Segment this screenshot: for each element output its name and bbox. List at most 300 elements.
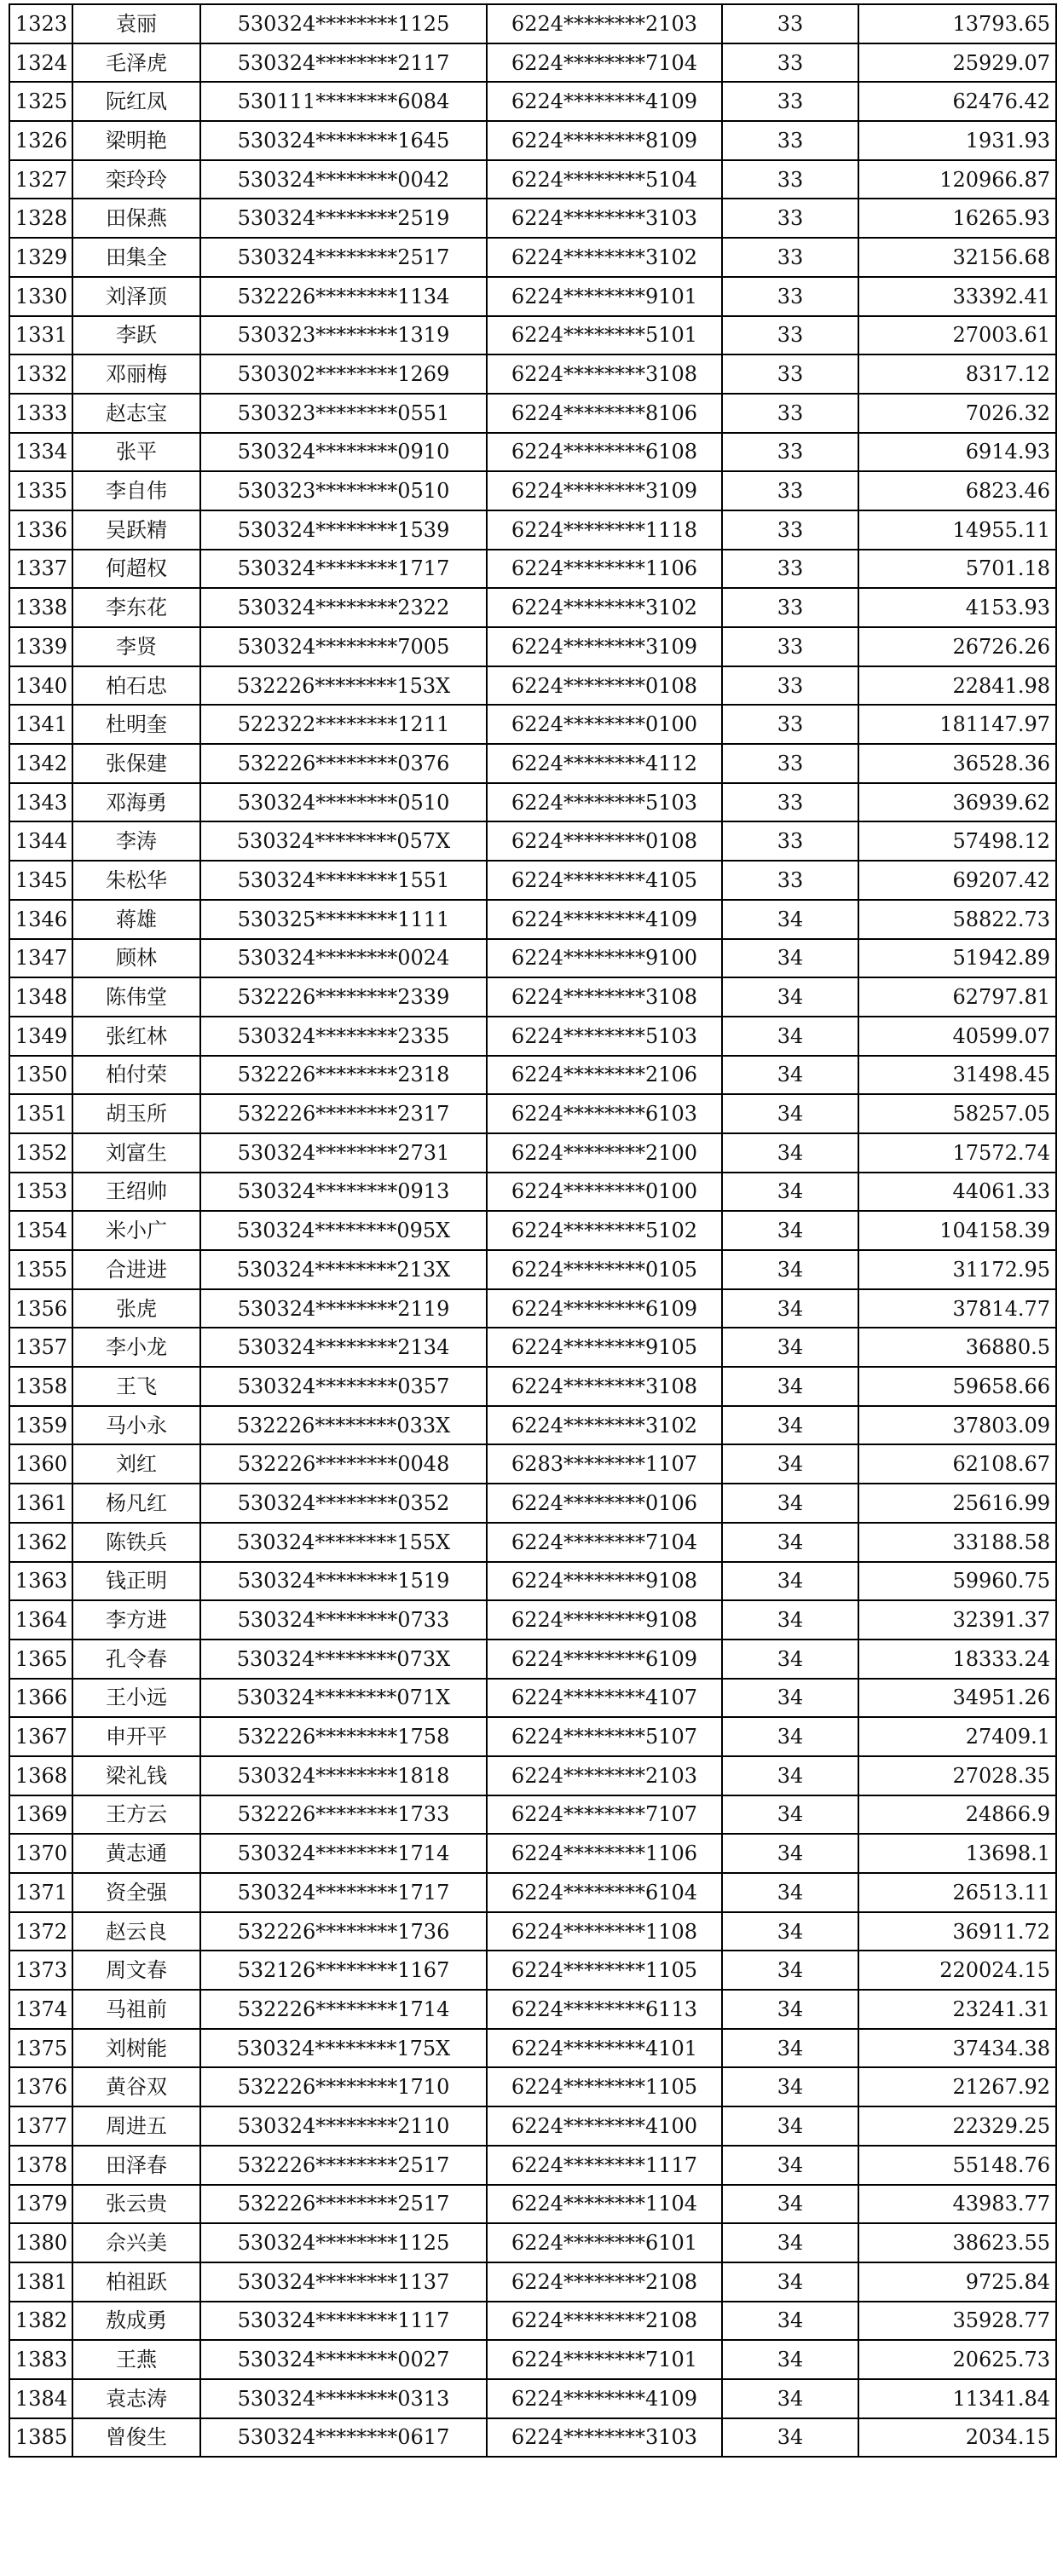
name-cell: 栾玲玲 (72, 160, 200, 199)
table-row (9, 900, 1056, 939)
table-row (9, 2106, 1056, 2146)
table-row (9, 238, 1056, 277)
batch-number-cell: 33 (722, 4, 858, 43)
table-row (9, 1756, 1056, 1795)
id-number-cell: 530324********2322 (200, 588, 487, 627)
sequence-number-cell: 1324 (9, 43, 72, 83)
name-cell: 田集全 (72, 238, 200, 277)
card-number-cell: 6224********3102 (487, 588, 722, 627)
card-number-cell: 6224********1117 (487, 2146, 722, 2185)
id-number-cell: 530324********1125 (200, 2223, 487, 2262)
id-number-cell: 530324********7005 (200, 627, 487, 666)
amount-cell: 24866.9 (858, 1795, 1056, 1835)
id-number-cell: 532226********0048 (200, 1444, 487, 1484)
name-cell: 王小远 (72, 1679, 200, 1718)
name-cell: 马祖前 (72, 1990, 200, 2029)
id-number-cell: 530324********0352 (200, 1484, 487, 1523)
table-row (9, 821, 1056, 861)
batch-number-cell: 34 (722, 1444, 858, 1484)
name-cell: 敖成勇 (72, 2302, 200, 2341)
id-number-cell: 532226********2339 (200, 977, 487, 1017)
name-cell: 何超权 (72, 550, 200, 589)
id-number-cell: 530324********1717 (200, 550, 487, 589)
id-number-cell: 532226********153X (200, 666, 487, 706)
sequence-number-cell: 1375 (9, 2029, 72, 2068)
amount-cell: 38623.55 (858, 2223, 1056, 2262)
name-cell: 袁丽 (72, 4, 200, 43)
amount-cell: 51942.89 (858, 939, 1056, 978)
id-number-cell: 532226********2517 (200, 2185, 487, 2224)
amount-cell: 44061.33 (858, 1173, 1056, 1212)
name-cell: 黄谷双 (72, 2067, 200, 2106)
table-row (9, 2146, 1056, 2185)
batch-number-cell: 34 (722, 1173, 858, 1212)
id-number-cell: 532226********0376 (200, 744, 487, 783)
table-row (9, 2262, 1056, 2302)
amount-cell: 40599.07 (858, 1017, 1056, 1056)
batch-number-cell: 33 (722, 510, 858, 550)
card-number-cell: 6224********5103 (487, 783, 722, 822)
batch-number-cell: 33 (722, 433, 858, 472)
sequence-number-cell: 1359 (9, 1406, 72, 1445)
name-cell: 王绍帅 (72, 1173, 200, 1212)
sequence-number-cell: 1345 (9, 861, 72, 900)
id-number-cell: 530324********1551 (200, 861, 487, 900)
amount-cell: 31172.95 (858, 1250, 1056, 1289)
id-number-cell: 530324********213X (200, 1250, 487, 1289)
amount-cell: 32391.37 (858, 1600, 1056, 1640)
amount-cell: 16265.93 (858, 199, 1056, 238)
batch-number-cell: 34 (722, 900, 858, 939)
batch-number-cell: 34 (722, 1990, 858, 2029)
amount-cell: 27409.1 (858, 1717, 1056, 1756)
id-number-cell: 530324********057X (200, 821, 487, 861)
amount-cell: 13793.65 (858, 4, 1056, 43)
id-number-cell: 530324********0024 (200, 939, 487, 978)
sequence-number-cell: 1356 (9, 1289, 72, 1328)
table-row (9, 550, 1056, 589)
name-cell: 田保燕 (72, 199, 200, 238)
name-cell: 李自伟 (72, 471, 200, 510)
sequence-number-cell: 1378 (9, 2146, 72, 2185)
card-number-cell: 6224********2103 (487, 4, 722, 43)
id-number-cell: 530324********0042 (200, 160, 487, 199)
sequence-number-cell: 1365 (9, 1640, 72, 1679)
batch-number-cell: 34 (722, 2029, 858, 2068)
batch-number-cell: 34 (722, 2146, 858, 2185)
batch-number-cell: 34 (722, 1367, 858, 1406)
name-cell: 刘树能 (72, 2029, 200, 2068)
name-cell: 张虎 (72, 1289, 200, 1328)
table-row (9, 1056, 1056, 1095)
name-cell: 李跃 (72, 316, 200, 355)
id-number-cell: 532226********1134 (200, 277, 487, 316)
id-number-cell: 530324********1519 (200, 1562, 487, 1601)
id-number-cell: 530324********0357 (200, 1367, 487, 1406)
name-cell: 王飞 (72, 1367, 200, 1406)
table-row (9, 1367, 1056, 1406)
table-row (9, 160, 1056, 199)
sequence-number-cell: 1353 (9, 1173, 72, 1212)
id-number-cell: 530324********1125 (200, 4, 487, 43)
amount-cell: 55148.76 (858, 2146, 1056, 2185)
batch-number-cell: 34 (722, 2340, 858, 2379)
card-number-cell: 6224********9101 (487, 277, 722, 316)
amount-cell: 25929.07 (858, 43, 1056, 83)
card-number-cell: 6224********6103 (487, 1094, 722, 1133)
name-cell: 黄志通 (72, 1834, 200, 1873)
amount-cell: 33392.41 (858, 277, 1056, 316)
id-number-cell: 530324********1137 (200, 2262, 487, 2302)
name-cell: 杜明奎 (72, 705, 200, 744)
table-row (9, 4, 1056, 43)
table-row (9, 510, 1056, 550)
batch-number-cell: 34 (722, 1211, 858, 1250)
batch-number-cell: 34 (722, 2067, 858, 2106)
table-row (9, 2418, 1056, 2458)
amount-cell: 7026.32 (858, 394, 1056, 433)
card-number-cell: 6224********0106 (487, 1484, 722, 1523)
amount-cell: 62108.67 (858, 1444, 1056, 1484)
id-number-cell: 530324********1539 (200, 510, 487, 550)
table-row (9, 1834, 1056, 1873)
batch-number-cell: 33 (722, 783, 858, 822)
card-number-cell: 6224********6109 (487, 1289, 722, 1328)
batch-number-cell: 33 (722, 316, 858, 355)
id-number-cell: 532126********1167 (200, 1951, 487, 1990)
card-number-cell: 6224********5103 (487, 1017, 722, 1056)
sequence-number-cell: 1363 (9, 1562, 72, 1601)
id-number-cell: 530324********1818 (200, 1756, 487, 1795)
card-number-cell: 6224********1118 (487, 510, 722, 550)
name-cell: 张平 (72, 433, 200, 472)
card-number-cell: 6224********4109 (487, 900, 722, 939)
sequence-number-cell: 1336 (9, 510, 72, 550)
amount-cell: 2034.15 (858, 2418, 1056, 2458)
id-number-cell: 530324********0617 (200, 2418, 487, 2458)
id-number-cell: 530323********1319 (200, 316, 487, 355)
name-cell: 柏石忠 (72, 666, 200, 706)
batch-number-cell: 33 (722, 821, 858, 861)
sequence-number-cell: 1347 (9, 939, 72, 978)
card-number-cell: 6224********6101 (487, 2223, 722, 2262)
table-row (9, 1600, 1056, 1640)
name-cell: 合进进 (72, 1250, 200, 1289)
sequence-number-cell: 1348 (9, 977, 72, 1017)
sequence-number-cell: 1323 (9, 4, 72, 43)
sequence-number-cell: 1385 (9, 2418, 72, 2458)
sequence-number-cell: 1335 (9, 471, 72, 510)
card-number-cell: 6224********6104 (487, 1873, 722, 1912)
amount-cell: 59658.66 (858, 1367, 1056, 1406)
sequence-number-cell: 1381 (9, 2262, 72, 2302)
amount-cell: 37814.77 (858, 1289, 1056, 1328)
sequence-number-cell: 1351 (9, 1094, 72, 1133)
name-cell: 梁礼钱 (72, 1756, 200, 1795)
card-number-cell: 6224********1105 (487, 1951, 722, 1990)
name-cell: 袁志涛 (72, 2379, 200, 2418)
batch-number-cell: 34 (722, 1600, 858, 1640)
table-row (9, 1523, 1056, 1562)
id-number-cell: 530324********155X (200, 1523, 487, 1562)
sequence-number-cell: 1366 (9, 1679, 72, 1718)
card-number-cell: 6224********3102 (487, 238, 722, 277)
amount-cell: 22329.25 (858, 2106, 1056, 2146)
amount-cell: 18333.24 (858, 1640, 1056, 1679)
table-row (9, 1173, 1056, 1212)
table-row (9, 394, 1056, 433)
amount-cell: 35928.77 (858, 2302, 1056, 2341)
sequence-number-cell: 1370 (9, 1834, 72, 1873)
id-number-cell: 530325********1111 (200, 900, 487, 939)
id-number-cell: 530323********0551 (200, 394, 487, 433)
table-row (9, 121, 1056, 160)
batch-number-cell: 34 (722, 1523, 858, 1562)
table-row (9, 82, 1056, 121)
batch-number-cell: 33 (722, 666, 858, 706)
card-number-cell: 6224********0105 (487, 1250, 722, 1289)
batch-number-cell: 34 (722, 1951, 858, 1990)
card-number-cell: 6224********2108 (487, 2262, 722, 2302)
card-number-cell: 6224********4105 (487, 861, 722, 900)
id-number-cell: 530324********0313 (200, 2379, 487, 2418)
batch-number-cell: 33 (722, 861, 858, 900)
amount-cell: 27003.61 (858, 316, 1056, 355)
sequence-number-cell: 1374 (9, 1990, 72, 2029)
name-cell: 李涛 (72, 821, 200, 861)
batch-number-cell: 33 (722, 160, 858, 199)
sequence-number-cell: 1360 (9, 1444, 72, 1484)
id-number-cell: 530324********0733 (200, 1600, 487, 1640)
card-number-cell: 6224********7107 (487, 1795, 722, 1835)
card-number-cell: 6224********0108 (487, 821, 722, 861)
amount-cell: 58257.05 (858, 1094, 1056, 1133)
table-row (9, 1211, 1056, 1250)
table-row (9, 1328, 1056, 1367)
id-number-cell: 530324********073X (200, 1640, 487, 1679)
card-number-cell: 6224********6108 (487, 433, 722, 472)
name-cell: 田泽春 (72, 2146, 200, 2185)
batch-number-cell: 34 (722, 1795, 858, 1835)
card-number-cell: 6224********3108 (487, 977, 722, 1017)
table-row (9, 1484, 1056, 1523)
id-number-cell: 530324********0027 (200, 2340, 487, 2379)
name-cell: 李贤 (72, 627, 200, 666)
card-number-cell: 6224********5101 (487, 316, 722, 355)
sequence-number-cell: 1380 (9, 2223, 72, 2262)
card-number-cell: 6224********1104 (487, 2185, 722, 2224)
id-number-cell: 530324********2517 (200, 238, 487, 277)
id-number-cell: 530324********2519 (200, 199, 487, 238)
name-cell: 刘富生 (72, 1133, 200, 1173)
amount-cell: 36528.36 (858, 744, 1056, 783)
id-number-cell: 530324********1645 (200, 121, 487, 160)
batch-number-cell: 33 (722, 199, 858, 238)
table-row (9, 977, 1056, 1017)
amount-cell: 36911.72 (858, 1912, 1056, 1951)
batch-number-cell: 33 (722, 277, 858, 316)
batch-number-cell: 34 (722, 2418, 858, 2458)
table-row (9, 1912, 1056, 1951)
batch-number-cell: 34 (722, 1756, 858, 1795)
table-row (9, 1289, 1056, 1328)
amount-cell: 36880.5 (858, 1328, 1056, 1367)
amount-cell: 27028.35 (858, 1756, 1056, 1795)
batch-number-cell: 34 (722, 2106, 858, 2146)
name-cell: 张保建 (72, 744, 200, 783)
name-cell: 李方进 (72, 1600, 200, 1640)
name-cell: 李小龙 (72, 1328, 200, 1367)
id-number-cell: 532226********2317 (200, 1094, 487, 1133)
table-row (9, 705, 1056, 744)
sequence-number-cell: 1369 (9, 1795, 72, 1835)
batch-number-cell: 34 (722, 939, 858, 978)
name-cell: 赵志宝 (72, 394, 200, 433)
batch-number-cell: 33 (722, 238, 858, 277)
sequence-number-cell: 1379 (9, 2185, 72, 2224)
card-number-cell: 6224********4107 (487, 1679, 722, 1718)
amount-cell: 37803.09 (858, 1406, 1056, 1445)
amount-cell: 20625.73 (858, 2340, 1056, 2379)
id-number-cell: 530324********0913 (200, 1173, 487, 1212)
id-number-cell: 530324********2110 (200, 2106, 487, 2146)
amount-cell: 31498.45 (858, 1056, 1056, 1095)
id-number-cell: 522322********1211 (200, 705, 487, 744)
sequence-number-cell: 1326 (9, 121, 72, 160)
table-row (9, 471, 1056, 510)
sequence-number-cell: 1355 (9, 1250, 72, 1289)
amount-cell: 32156.68 (858, 238, 1056, 277)
id-number-cell: 530324********071X (200, 1679, 487, 1718)
name-cell: 朱松华 (72, 861, 200, 900)
sequence-number-cell: 1352 (9, 1133, 72, 1173)
amount-cell: 8317.12 (858, 354, 1056, 394)
id-number-cell: 530324********2731 (200, 1133, 487, 1173)
amount-cell: 5701.18 (858, 550, 1056, 589)
amount-cell: 220024.15 (858, 1951, 1056, 1990)
card-number-cell: 6224********2100 (487, 1133, 722, 1173)
sequence-number-cell: 1384 (9, 2379, 72, 2418)
batch-number-cell: 33 (722, 588, 858, 627)
batch-number-cell: 34 (722, 1717, 858, 1756)
name-cell: 王方云 (72, 1795, 200, 1835)
id-number-cell: 530324********095X (200, 1211, 487, 1250)
card-number-cell: 6224********0100 (487, 705, 722, 744)
card-number-cell: 6224********9105 (487, 1328, 722, 1367)
card-number-cell: 6224********3103 (487, 2418, 722, 2458)
amount-cell: 11341.84 (858, 2379, 1056, 2418)
table-row (9, 1679, 1056, 1718)
amount-cell: 26726.26 (858, 627, 1056, 666)
id-number-cell: 530324********2117 (200, 43, 487, 83)
id-number-cell: 530324********2134 (200, 1328, 487, 1367)
table-row (9, 1951, 1056, 1990)
amount-cell: 4153.93 (858, 588, 1056, 627)
sequence-number-cell: 1357 (9, 1328, 72, 1367)
amount-cell: 34951.26 (858, 1679, 1056, 1718)
table-row (9, 666, 1056, 706)
amount-cell: 69207.42 (858, 861, 1056, 900)
amount-cell: 43983.77 (858, 2185, 1056, 2224)
payment-roster-table (9, 3, 1057, 2458)
sequence-number-cell: 1350 (9, 1056, 72, 1095)
table-row (9, 1250, 1056, 1289)
batch-number-cell: 34 (722, 2262, 858, 2302)
name-cell: 梁明艳 (72, 121, 200, 160)
id-number-cell: 530324********2119 (200, 1289, 487, 1328)
amount-cell: 14955.11 (858, 510, 1056, 550)
table-row (9, 2067, 1056, 2106)
name-cell: 资全强 (72, 1873, 200, 1912)
table-row (9, 354, 1056, 394)
name-cell: 杨凡红 (72, 1484, 200, 1523)
id-number-cell: 532226********1733 (200, 1795, 487, 1835)
amount-cell: 33188.58 (858, 1523, 1056, 1562)
sequence-number-cell: 1358 (9, 1367, 72, 1406)
sequence-number-cell: 1327 (9, 160, 72, 199)
card-number-cell: 6224********3103 (487, 199, 722, 238)
batch-number-cell: 34 (722, 1679, 858, 1718)
amount-cell: 17572.74 (858, 1133, 1056, 1173)
card-number-cell: 6224********4109 (487, 82, 722, 121)
table-row (9, 1562, 1056, 1601)
sequence-number-cell: 1325 (9, 82, 72, 121)
batch-number-cell: 34 (722, 1640, 858, 1679)
id-number-cell: 532226********033X (200, 1406, 487, 1445)
table-row (9, 1640, 1056, 1679)
sequence-number-cell: 1383 (9, 2340, 72, 2379)
card-number-cell: 6283********1107 (487, 1444, 722, 1484)
sequence-number-cell: 1332 (9, 354, 72, 394)
card-number-cell: 6224********1105 (487, 2067, 722, 2106)
card-number-cell: 6224********3109 (487, 627, 722, 666)
card-number-cell: 6224********0108 (487, 666, 722, 706)
card-number-cell: 6224********4101 (487, 2029, 722, 2068)
name-cell: 柏付荣 (72, 1056, 200, 1095)
name-cell: 刘泽顶 (72, 277, 200, 316)
batch-number-cell: 34 (722, 1873, 858, 1912)
batch-number-cell: 34 (722, 1094, 858, 1133)
id-number-cell: 530324********1714 (200, 1834, 487, 1873)
table-row (9, 1017, 1056, 1056)
batch-number-cell: 33 (722, 705, 858, 744)
batch-number-cell: 34 (722, 1328, 858, 1367)
card-number-cell: 6224********1108 (487, 1912, 722, 1951)
card-number-cell: 6224********1106 (487, 550, 722, 589)
name-cell: 周进五 (72, 2106, 200, 2146)
batch-number-cell: 33 (722, 43, 858, 83)
amount-cell: 62476.42 (858, 82, 1056, 121)
amount-cell: 104158.39 (858, 1211, 1056, 1250)
table-row (9, 1717, 1056, 1756)
id-number-cell: 530324********0910 (200, 433, 487, 472)
amount-cell: 26513.11 (858, 1873, 1056, 1912)
batch-number-cell: 34 (722, 1250, 858, 1289)
name-cell: 蒋雄 (72, 900, 200, 939)
card-number-cell: 6224********9100 (487, 939, 722, 978)
name-cell: 吴跃精 (72, 510, 200, 550)
id-number-cell: 532226********1736 (200, 1912, 487, 1951)
card-number-cell: 6224********9108 (487, 1562, 722, 1601)
amount-cell: 37434.38 (858, 2029, 1056, 2068)
card-number-cell: 6224********3102 (487, 1406, 722, 1445)
sequence-number-cell: 1340 (9, 666, 72, 706)
batch-number-cell: 34 (722, 1562, 858, 1601)
batch-number-cell: 33 (722, 550, 858, 589)
id-number-cell: 530324********1117 (200, 2302, 487, 2341)
sequence-number-cell: 1330 (9, 277, 72, 316)
sequence-number-cell: 1329 (9, 238, 72, 277)
